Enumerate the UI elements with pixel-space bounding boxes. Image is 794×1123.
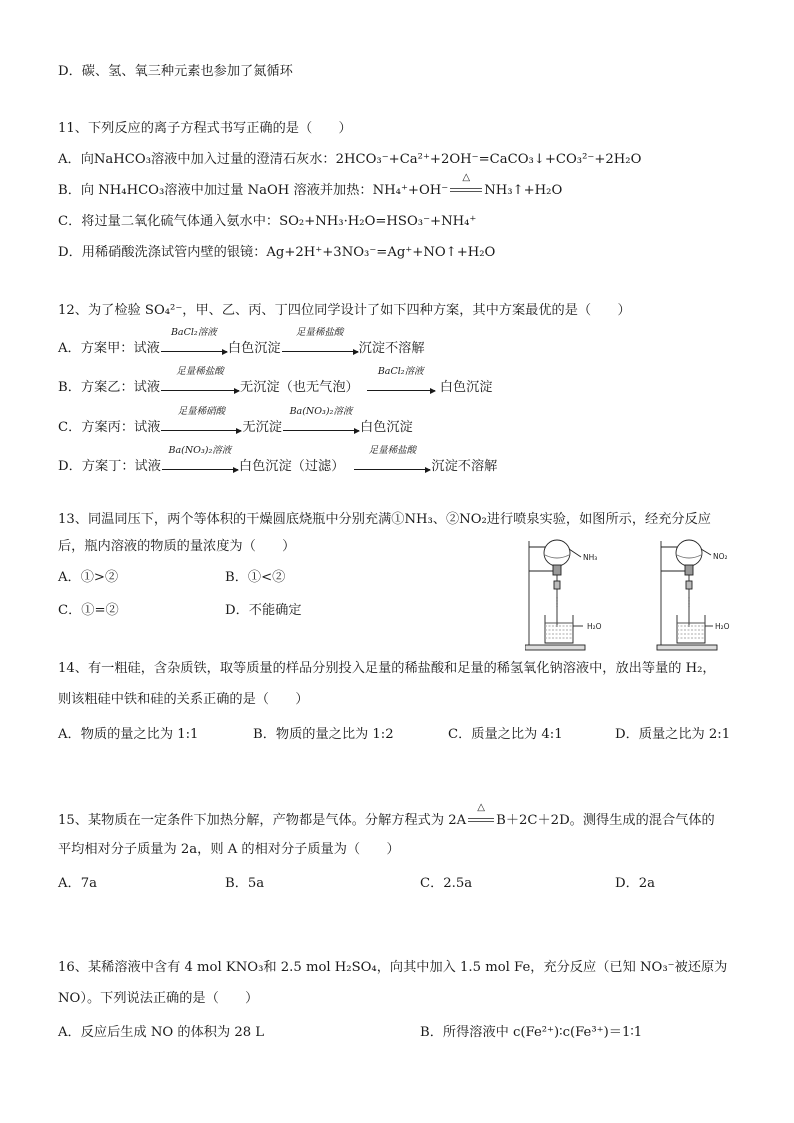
q16-stem-line1: 16、某稀溶液中含有 4 mol KNO₃和 2.5 mol H₂SO₄，向其中加入 1.5 mol Fe，充分反应（已知 NO₃⁻被还原为 <box>58 960 728 975</box>
q11-option-b <box>58 172 563 200</box>
q11-b-pre: B．向 NH₄HCO₃溶液中加过量 NaOH 溶液并加热：NH₄⁺+OH⁻ <box>58 183 449 198</box>
prev-option-d: D．碳、氢、氧三种元素也参加了氮循环 <box>58 64 293 79</box>
q12-stem: 12、为了检验 SO₄²⁻，甲、乙、丙、丁四位同学设计了如下四种方案，其中方案最优的是（ ） <box>58 303 631 318</box>
q14-stem-line2: 则该粗硅中铁和硅的关系正确的是（ ） <box>58 692 309 707</box>
q16-stem-line2: NO）。下列说法正确的是（ ） <box>58 991 259 1006</box>
q13-stem-line1: 13、同温同压下，两个等体积的干燥圆底烧瓶中分别充满①NH₃、②NO₂进行喷泉实验，如图所示，经充分反应 <box>58 512 711 527</box>
water-label-1: H₂O <box>587 622 602 631</box>
q16-option-a: A．反应后生成 NO 的体积为 28 L <box>58 1025 265 1040</box>
q11-option-d: D．用稀硝酸洗涤试管内壁的银镜：Ag+2H⁺+3NO₃⁻=Ag⁺+NO↑+H₂O <box>58 245 496 260</box>
q13-option-a: A．①>② <box>58 570 119 585</box>
q15-stem-line2: 平均相对分子质量为 2a，则 A 的相对分子质量为（ ） <box>58 842 400 857</box>
gas-label-nh3: NH₃ <box>583 553 598 562</box>
q12-option-c: C．方案丙：试液 足量稀硝酸 无沉淀 Ba(NO₃)₂溶液 白色沉淀 <box>58 406 413 435</box>
gas-label-no2: NO₂ <box>713 552 728 561</box>
apparatus-no2 <box>657 540 717 650</box>
water-label-2: H₂O <box>715 622 730 631</box>
reagent-arrow: 足量稀硝酸 <box>161 419 241 437</box>
q12-option-a: A．方案甲：试液 BaCl₂溶液 白色沉淀 足量稀盐酸 沉淀不溶解 <box>58 327 425 356</box>
reagent-arrow: Ba(NO₃)₂溶液 <box>162 458 238 476</box>
q13-option-c: C．①=② <box>58 603 119 618</box>
q15-option-a: A．7a <box>58 876 97 891</box>
q12-option-b: B．方案乙：试液 足量稀盐酸 无沉淀（也无气泡） BaCl₂溶液 白色沉淀 <box>58 366 493 395</box>
q11-option-c: C．将过量二氧化硫气体通入氨水中：SO₂+NH₃·H₂O=HSO₃⁻+NH₄⁺ <box>58 214 477 229</box>
apparatus-nh3 <box>525 540 585 650</box>
reagent-arrow: BaCl₂溶液 <box>161 340 227 358</box>
q14-stem-line1: 14、有一粗硅，含杂质铁，取等质量的样品分别投入足量的稀盐酸和足量的稀氢氧化钠溶液中，放出等量的 H₂， <box>58 661 716 676</box>
q14-option-c: C．质量之比为 4:1 <box>448 727 563 742</box>
q13-option-b: B．①<② <box>225 570 286 585</box>
q11-b-post: NH₃↑+H₂O <box>484 183 563 198</box>
q14-option-a: A．物质的量之比为 1:1 <box>58 727 199 742</box>
q13-option-d: D．不能确定 <box>225 603 302 618</box>
q14-option-b: B．物质的量之比为 1:2 <box>253 727 394 742</box>
reagent-arrow: BaCl₂溶液 <box>367 379 435 397</box>
q15-option-d: D．2a <box>615 876 656 891</box>
heat-condition-symbol: △ <box>466 812 496 824</box>
q12-option-d: D．方案丁：试液 Ba(NO₃)₂溶液 白色沉淀（过滤） 足量稀盐酸 沉淀不溶解 <box>58 445 498 474</box>
q13-stem-line2: 后，瓶内溶液的物质的量浓度为（ ） <box>58 539 296 554</box>
q15-option-c: C．2.5a <box>420 876 473 891</box>
q14-option-d: D．质量之比为 2:1 <box>615 727 731 742</box>
q16-option-b: B．所得溶液中 c(Fe²⁺)∶c(Fe³⁺)＝1∶1 <box>420 1025 643 1040</box>
reagent-arrow: 足量稀盐酸 <box>282 340 358 358</box>
reagent-arrow: Ba(NO₃)₂溶液 <box>283 419 359 437</box>
reagent-arrow: 足量稀盐酸 <box>161 379 239 397</box>
q11-stem: 11、下列反应的离子方程式书写正确的是（ ） <box>58 121 352 136</box>
q15-stem-line1: 15、某物质在一定条件下加热分解，产物都是气体。分解方程式为 2A △ B＋2C＋2D。测得生成的混合气体的 <box>58 802 715 828</box>
q15-option-b: B．5a <box>225 876 265 891</box>
heat-condition-symbol: △ <box>448 182 484 194</box>
reagent-arrow: 足量稀盐酸 <box>354 458 430 476</box>
q11-option-a: A．向NaHCO₃溶液中加入过量的澄清石灰水：2HCO₃⁻+Ca²⁺+2OH⁻=CaCO₃↓+CO₃²⁻+2H₂O <box>58 152 642 167</box>
fountain-experiment-figure <box>525 535 755 653</box>
